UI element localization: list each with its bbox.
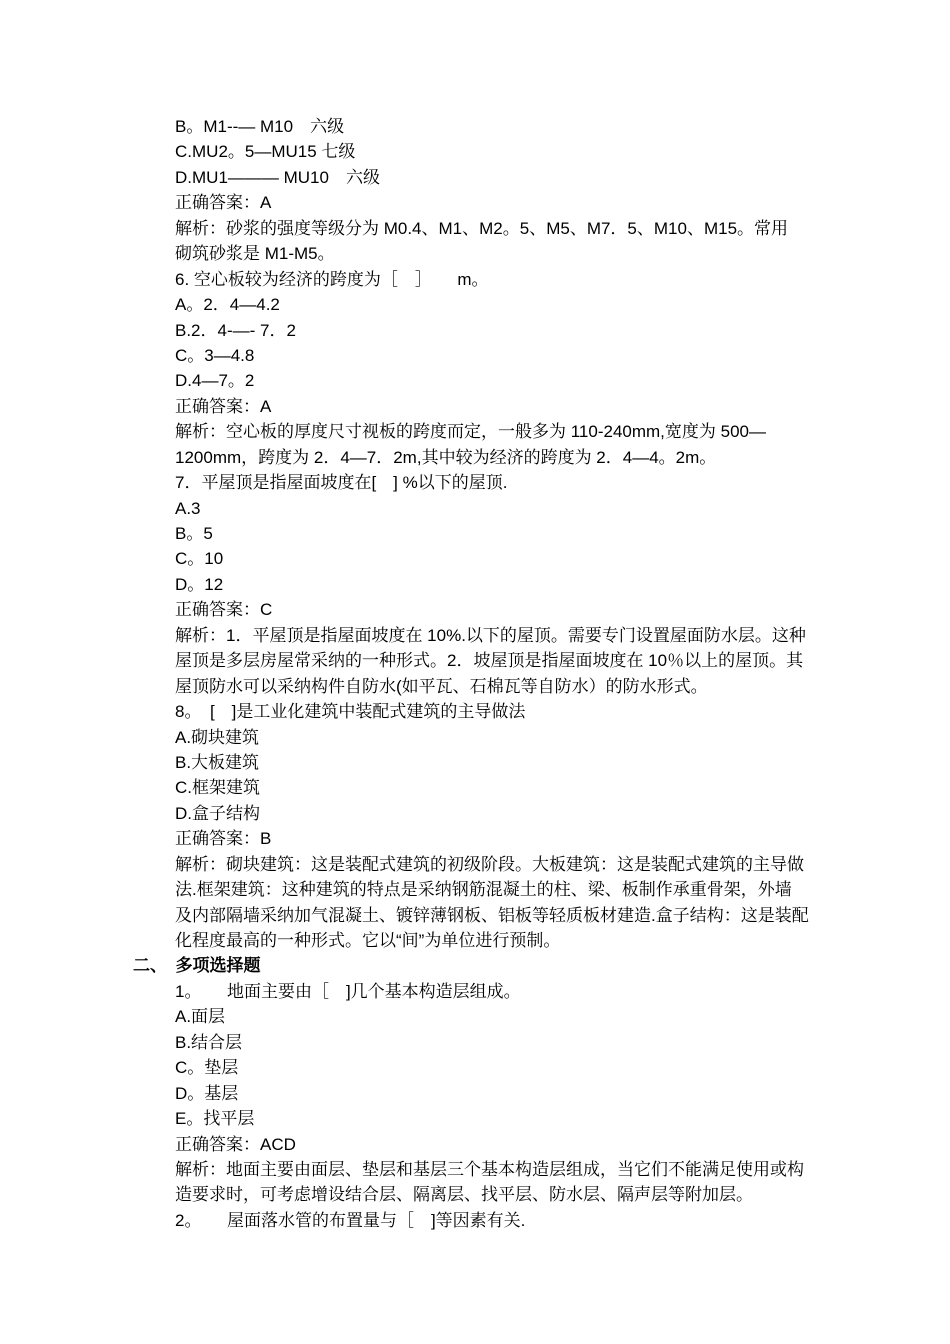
question-line: 1。 地面主要由［ ]几个基本构造层组成。 xyxy=(175,981,521,1001)
question-line: 6. 空心板较为经济的跨度为［ ］ m。 xyxy=(175,269,489,289)
question-line: 8。 [ ]是工业化建筑中装配式建筑的主导做法 xyxy=(175,702,526,722)
option-line: D.4—7。2 xyxy=(175,371,255,391)
text-line: 屋顶是多层房屋常采纳的一种形式。2．坡屋顶是指屋面坡度在 10％以上的屋顶。其 xyxy=(175,651,804,671)
option-line: C。10 xyxy=(175,549,224,569)
text-line: 及内部隔墙采纳加气混凝土、镀锌薄钢板、铝板等轻质板材建造.盒子结构：这是装配 xyxy=(175,905,809,925)
section-heading: 二、 多项选择题 xyxy=(133,956,261,976)
answer-line: 正确答案：ACD xyxy=(175,1134,296,1154)
option-line: B。5 xyxy=(175,524,213,543)
option-line: A.面层 xyxy=(175,1007,226,1027)
document-text-block xyxy=(133,114,865,1233)
option-line: E。找平层 xyxy=(175,1109,255,1129)
text-line: 法.框架建筑：这种建筑的特点是采纳钢筋混凝土的柱、梁、板制作承重骨架，外墙 xyxy=(175,880,792,900)
option-line: C.MU2。5—MU15 七级 xyxy=(175,142,356,162)
option-line: B.结合层 xyxy=(175,1032,243,1052)
analysis-line: 解析：砂浆的强度等级分为 M0.4、M1、M2。5、M5、M7．5、M10、M15。常用 xyxy=(175,218,789,238)
analysis-line: 解析：地面主要由面层、垫层和基层三个基本构造层组成，当它们不能满足使用或构 xyxy=(175,1159,804,1179)
answer-line: 正确答案：A xyxy=(175,193,272,213)
option-line: A。2．4—4.2 xyxy=(175,295,280,315)
analysis-line: 解析：砌块建筑：这是装配式建筑的初级阶段。大板建筑：这是装配式建筑的主导做 xyxy=(175,854,804,874)
option-line: C。垫层 xyxy=(175,1058,239,1078)
text-line: 砌筑砂浆是 M1-M5。 xyxy=(175,244,335,264)
text-line: 化程度最高的一种形式。它以“间”为单位进行预制。 xyxy=(175,931,561,950)
answer-line: 正确答案：A xyxy=(175,396,272,416)
text-line: 屋顶防水可以采纳构件自防水(如平瓦、石棉瓦等自防水）的防水形式。 xyxy=(175,676,708,696)
option-line: C.框架建筑 xyxy=(175,778,260,798)
analysis-line: 解析：空心板的厚度尺寸视板的跨度而定，一般多为 110-240mm,宽度为 500— xyxy=(175,422,766,442)
option-line: A.砌块建筑 xyxy=(175,727,260,747)
question-line: 2。 屋面落水管的布置量与［ ]等因素有关. xyxy=(175,1210,526,1230)
option-line: D.盒子结构 xyxy=(175,803,260,823)
option-line: D.MU1——— MU10 六级 xyxy=(175,167,380,187)
question-line: 7．平屋顶是指屋面坡度在[ ] %以下的屋顶. xyxy=(175,473,508,493)
answer-line: 正确答案：C xyxy=(175,600,273,620)
option-line: D。基层 xyxy=(175,1083,239,1103)
option-line: C。3—4.8 xyxy=(175,345,255,365)
option-line: B。M1--— M10 六级 xyxy=(175,117,345,136)
analysis-line: 解析：1．平屋顶是指屋面坡度在 10%.以下的屋顶。需要专门设置屋面防水层。这种 xyxy=(175,625,806,645)
answer-line: 正确答案：B xyxy=(175,829,272,849)
option-line: B.2．4-—- 7．2 xyxy=(175,320,296,340)
text-line: 造要求时，可考虑增设结合层、隔离层、找平层、防水层、隔声层等附加层。 xyxy=(175,1185,753,1205)
option-line: B.大板建筑 xyxy=(175,752,260,772)
option-line: D。12 xyxy=(175,574,224,594)
option-line: A.3 xyxy=(175,498,201,518)
text-line: 1200mm，跨度为 2．4—7．2m,其中较为经济的跨度为 2．4—4。2m。 xyxy=(175,447,717,467)
